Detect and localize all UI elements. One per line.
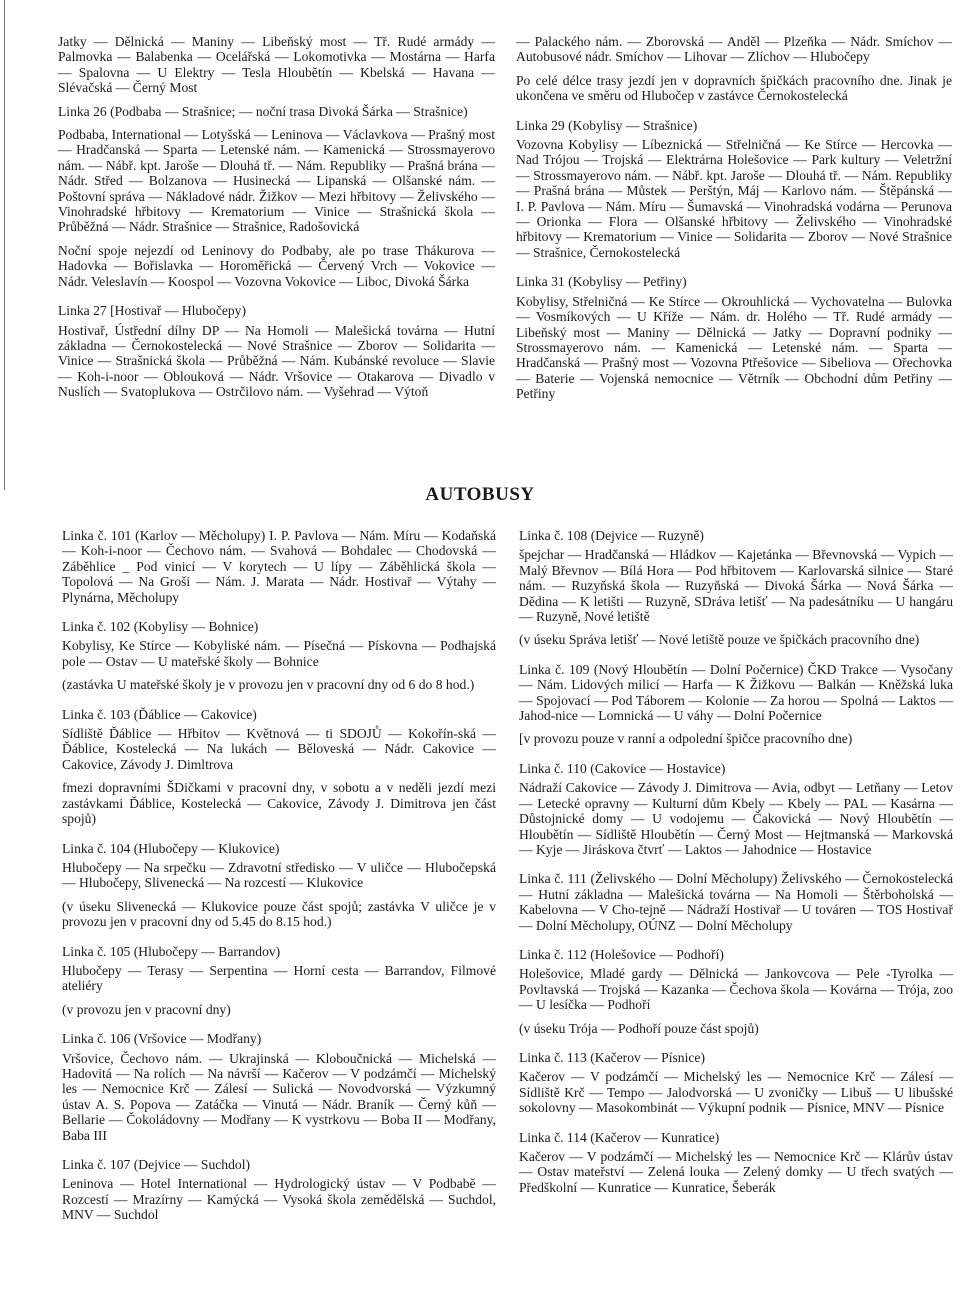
- route-stops: Hlubočepy — Terasy — Serpentina — Horní cesta — Barrandov, Filmové ateliéry: [62, 962, 496, 994]
- route-stops: Linka č. 111 (Želivského — Dolní Měcholupy) Želivského — Černokostelecká — Hutní základna — Malešická továrna — Na Homoli — Štěrboholská — Kabelovna — V Cho-tejně — Nádraží Hostivař — U továren — TOS Hostivař — Dolní Měcholupy, OÚNZ — Dolní Měcholupy: [519, 871, 953, 933]
- route-stops: Podbaba, International — Lotyšská — Leninova — Václavkova — Prašný most — Hradčanská — Sparta — Letenské nám. — Kamenická — Strossmayerovo nám. — Nábř. kpt. Jaroše — Dlouhá tř. — Nám. Republiky — Prašná brána — Nádr. Střed — Bolzanova — Husinecká — Lipanská — Olšanské nám. — Poštovní správa — Nákladové nádr. Žižkov — Mezi hřbitovy — Želivského — Vinohradské hřbitovy — Krematorium — Vinice — Strašnická škola — Průběžná — Nádr. Strašnice — Strašnice, Radošovická: [58, 127, 495, 235]
- route-stops: Kobylisy, Střelničná — Ke Stírce — Okrouhlická — Vychovatelna — Bulovka — Vosmíkových — U Kříže — Nám. dr. Holého — Tř. Rudé armády — Libeňský most — Maniny — Dělnická — Jatky — Dopravní podniky — Strossmayerovo nám. — Kamenická — Letenské nám. — Sparta — Hradčanská — Prašný most — Vozovna Ptřešovice — Sibeliova — Ořechovka — Baterie — Vojenská nemocnice — Větrník — Obchodní dům Petřiny — Petřiny: [516, 293, 952, 402]
- route-stops: Kobylisy, Ke Stírce — Kobyliské nám. — Písečná — Pískovna — Podhajská pole — Ostav — U mateřské školy — Bohnice: [62, 638, 496, 669]
- route-title: Linka č. 107 (Dejvice — Suchdol): [62, 1157, 250, 1172]
- route-stops: Jatky — Dělnická — Maniny — Libeňský most — Tř. Rudé armády — Palmovka — Balabenka — Ocelářská — Lokomotivka — Mostárna — Harfa — Spalovna — U Elektry — Tesla Hloubětín — Kbelská — Havana — Slévačská — Černý Most: [58, 34, 495, 96]
- route-stops: Kačerov — V podzámčí — Michelský les — Nemocnice Krč — Zálesí — Sídliště Krč — Tempo — Jalodvorská — U zvoničky — Libuš — U libušské sokolovny — Masokombinát — Výkupní podnik — Písnice, MNV — Písnice: [519, 1069, 953, 1116]
- route-note: [v provozu pouze v ranní a odpolední špičce pracovního dne): [519, 731, 853, 747]
- route-title: Linka č. 102 (Kobylisy — Bohnice): [62, 619, 259, 635]
- route-stops: Linka č. 101 (Karlov — Měcholupy) I. P. Pavlova — Nám. Míru — Kodaňská — Koh-i-noor — Čechovo nám. — Svahová — Bohdalec — Chodovská — Záběhlice _ Pod vinicí — V korytech — U lípy — Záběhlická škola — Topolová — Na Groši — Nám. J. Marata — Nádr. Hostivař — Výtahy — Plynárna, Měcholupy: [62, 528, 496, 605]
- route-stops: Nádraží Cakovice — Závody J. Dimitrova — Avia, odbyt — Letňany — Letov — Letecké opravny — Kulturní dům Kbely — Kbely — PAL — Kasárna — Důstojnické domy — U vodojemu — Čakovická — Nový Hloubětín — Hloubětín — Sídliště Hloubětín — Černý Most — Hejtmanská — Markovská — Kyje — Jiráskova čtvrť — Laktos — Jahodnice — Hostavice: [519, 780, 953, 857]
- route-title: Linka č. 105 (Hlubočepy — Barrandov): [62, 943, 281, 959]
- route-stops: Vršovice, Čechovo nám. — Ukrajinská — Kloboučnická — Michelská — Hadovitá — Na rolích — Na návrší — Kačerov — V podzámčí — Michelský les — Nemocnice Krč — Zálesí — Sulická — Novodvorská — Výzkumný ústav A. S. Popova — Zatáčka — Vinutá — Nádr. Braník — Černý kůň — Bellarie — Čokoládovny — Modřany — K vystrkovu — Boba II — Modřany, Baba III: [62, 1050, 496, 1143]
- route-title: Linka č. 103 (Ďáblice — Cakovice): [62, 706, 257, 722]
- route-note: (v úseku Trója — Podhoří pouze část spojů): [519, 1020, 759, 1036]
- section-heading: AUTOBUSY: [425, 484, 535, 505]
- route-title: Linka č. 113 (Kačerov — Písnice): [519, 1049, 705, 1065]
- route-stops: Holešovice, Mladé gardy — Dělnická — Jankovcova — Pele -Tyrolka — Povltavská — Trojská — Kazanka — Čechova škola — Kovárna — Trója, zoo — U lesíčka — Podhoří: [519, 966, 953, 1013]
- route-title: Linka č. 106 (Vršovice — Modřany): [62, 1031, 262, 1047]
- route-note: (v úseku Slivenecká — Klukovice pouze část spojů; zastávka V uličce je v provozu jen v pracovní dny od 5.45 do 8.15 hod.): [62, 898, 496, 930]
- route-stops: Vozovna Kobylisy — Líbeznická — Střelničná — Ke Stírce — Hercovka — Nad Trójou — Trojská — Elektrárna Holešovice — Park kultury — Veletržní — Strossmayerovo nám. — Nábř. kpt. Jaroše — Dlouhá tř. — Nám. Republiky — Prašná brána — Můstek — Perštýn, Máj — Karlovo nám. — Štěpánská — I. P. Pavlova — Nám. Míru — Šumavská — Vinohradská vodárna — Perunova — Orionka — Flora — Olšanské hřbitovy — Želivského — Vinohradské hřbitovy — Krematorium — Vinice — Solidarita — Zborov — Nové Strašnice — Strašnice, Černokostelecká: [516, 137, 952, 260]
- route-title: Linka 26 (Podbaba — Strašnice; — noční trasa Divoká Šárka — Strašnice): [58, 103, 468, 119]
- route-title: Linka č. 114 (Kačerov — Kunratice): [519, 1129, 720, 1145]
- bus-routes-left-column: [62, 528, 496, 1231]
- route-title: Linka č. 112 (Holešovice — Podhoří): [519, 946, 724, 962]
- route-note: fmezi dopravními ŠDičkami v pracovní dny, v sobotu a v neděli jezdí mezi zastávkami Ďáblice, Kostelecká — Cakovice, Závody J. Dimitrova jen část spojů): [62, 780, 496, 827]
- route-title: Linka 27 [Hostivař — Hlubočepy): [58, 303, 247, 319]
- route-note: (v provozu jen v pracovní dny): [62, 1001, 231, 1017]
- route-stops: Sídliště Ďáblice — Hřbitov — Květnová — ti SDOJŮ — Kokořín-ská — Ďáblice, Kostelecká — Na lukách — Běloveská — Nádr. Cakovice — Cakovice, Závody J. Dimltrova: [62, 726, 496, 772]
- route-stops: Hostivař, Ústřední dílny DP — Na Homoli — Malešická továrna — Hutní základna — Černokostelecká — Nové Strašnice — Zborov — Solidarita — Vinice — Strašnická škola — Průběžná — Nám. Kubánské revoluce — Slavie — Koh-i-noor — Oblouková — Nádr. Vršovice — Otakarova — Divadlo v Nuslích — Svatoplukova — Ostrčilovo nám. — Vyšehrad — Výtoň: [58, 322, 495, 400]
- tram-routes-left-column: [58, 34, 495, 408]
- route-stops: Hlubočepy — Na srpečku — Zdravotní středisko — V uličce — Hlubočepská — Hlubočepy, Slivenecká — Na rozcestí — Klukovice: [62, 859, 496, 891]
- margin-rule: [4, 0, 5, 490]
- route-title: Linka č. 110 (Cakovice — Hostavice): [519, 760, 726, 776]
- route-note: (zastávka U mateřské školy je v provozu jen v pracovní dny od 6 do 8 hod.): [62, 677, 475, 693]
- tram-routes-right-column: [516, 34, 952, 410]
- route-stops: — Palackého nám. — Zborovská — Anděl — Plzeňka — Nádr. Smíchov — Autobusové nádr. Smíchov — Lihovar — Zlíchov — Hlubočepy: [516, 34, 952, 65]
- route-note: Noční spoje nejezdí od Leninovy do Podbaby, ale po trase Thákurova — Hadovka — Bořislavka — Horoměřická — Červený Vrch — Vokovice — Nádr. Veleslavín — Koospol — Vozovna Vokovice — Liboc, Divoká Šárka: [58, 242, 495, 289]
- route-note: Po celé délce trasy jezdí jen v dopravních špičkách pracovního dne. Jinak je ukončena ve směru od Hlubočep v zastávce Černokostelecká: [516, 72, 952, 104]
- route-stops: Linka č. 109 (Nový Hloubětín — Dolní Počernice) ČKD Trakce — Vysočany — Nám. Lidových milicí — Harfa — K Žižkovu — Balkán — Kněžská luka — Spojovací — Pod Táborem — Kolonie — Za horou — Spolná — Laktos — Jahod-nice — Lomnická — U váhy — Dolní Počernice: [519, 661, 953, 724]
- route-title: Linka 31 (Kobylisy — Petřiny): [516, 274, 687, 290]
- route-title: Linka 29 (Kobylisy — Strašnice): [516, 117, 698, 133]
- route-title: Linka č. 108 (Dejvice — Ruzyně): [519, 528, 704, 543]
- bus-routes-right-column: [519, 528, 953, 1203]
- route-stops: špejchar — Hradčanská — Hládkov — Kajetánka — Břevnovská — Vypich — Malý Břevnov — Bílá Hora — Pod hřbitovem — Karlovarská silnice — Staré nám. — Ruzyňská škola — Ruzyňská — Divoká Šárka — Nová Šárka — Dědina — K letišti — Ruzyně, SDráva letišť — Na padesátníku — U hangáru — Ruzyně, Nové letiště: [519, 547, 953, 625]
- route-note: (v úseku Správa letišť — Nové letiště pouze ve špičkách pracovního dne): [519, 632, 920, 648]
- route-stops: Leninova — Hotel International — Hydrologický ústav — V Podbabě — Rozcestí — Mrazírny — Kamýcká — Vysoká škola zemědělská — Suchdol, MNV — Suchdol: [62, 1176, 496, 1223]
- route-title: Linka č. 104 (Hlubočepy — Klukovice): [62, 840, 280, 856]
- route-stops: Kačerov — V podzámčí — Michelský les — Nemocnice Krč — Klárův ústav — Ostav mateřství — Zelená louka — Zelený domky — U třech svatých — Předškolní — Kunratice — Kunratice, Šeberák: [519, 1149, 953, 1195]
